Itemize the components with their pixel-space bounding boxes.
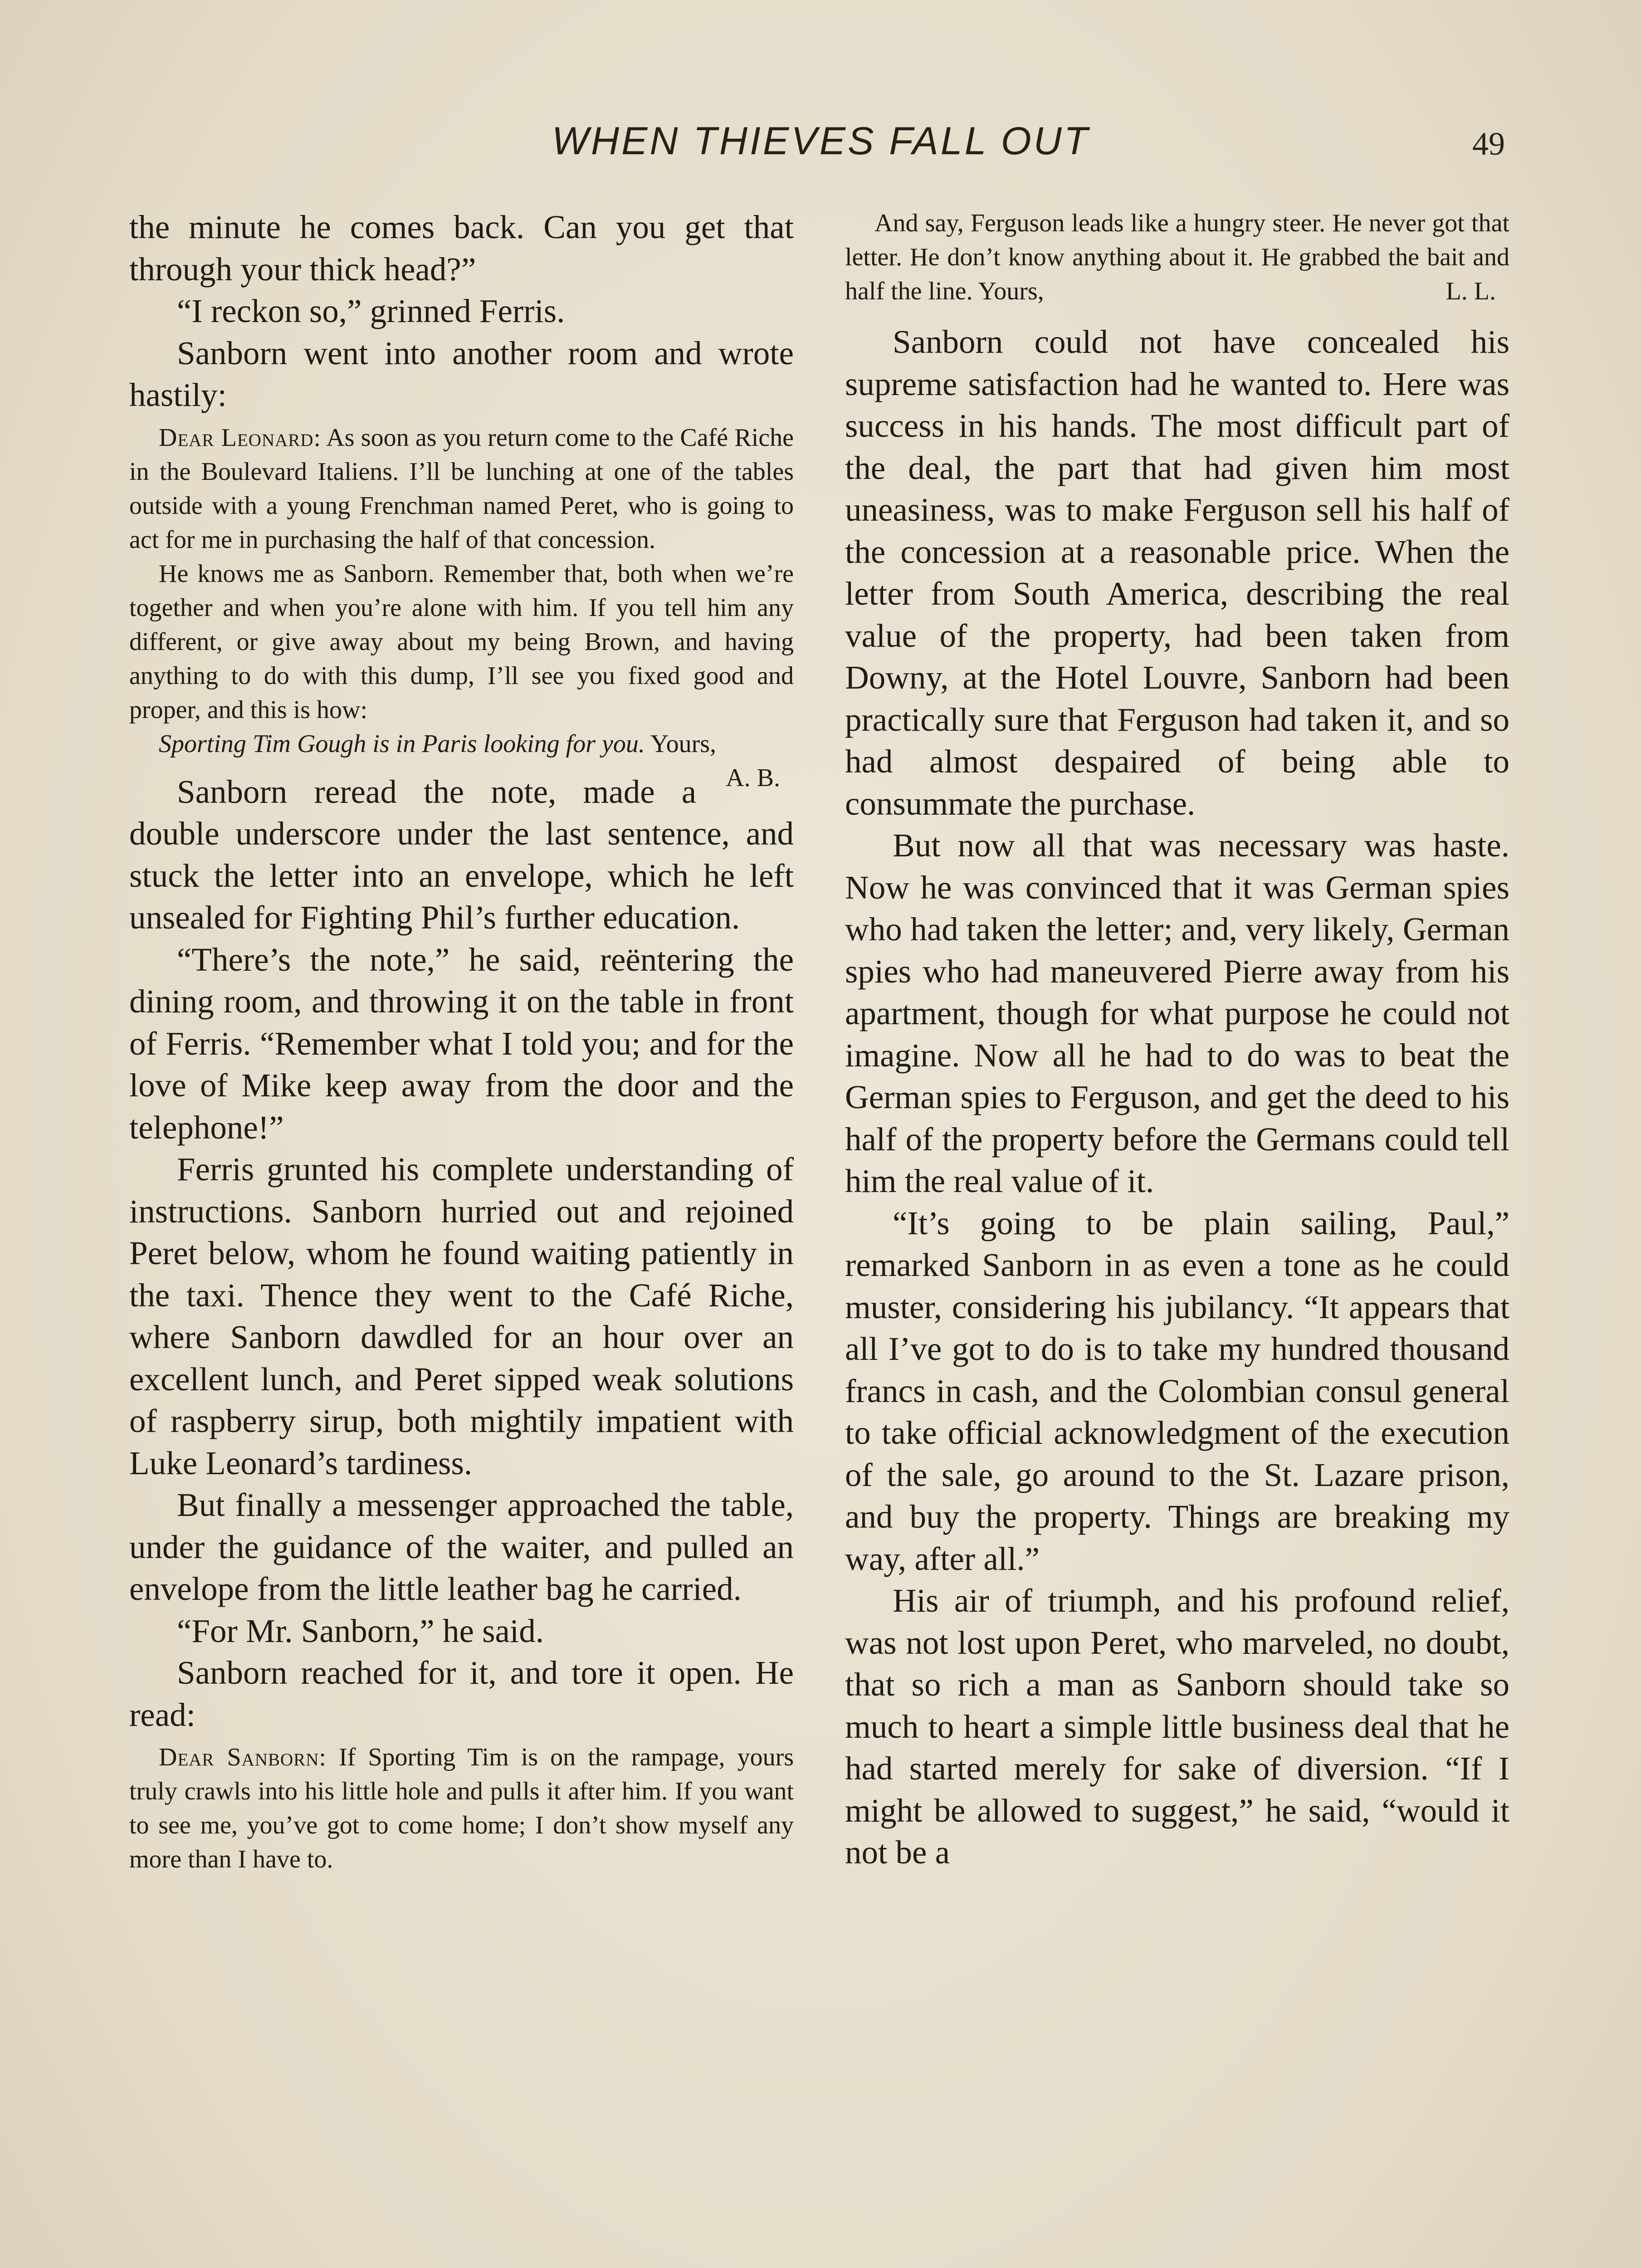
letter-signature: L. L. [1446,277,1496,305]
page-number: 49 [1472,126,1505,162]
letter-to-leonard [129,421,794,792]
letter-closing: Yours, [650,729,717,758]
letter-paragraph: He knows me as Sanborn. Remember that, both when we’re together and when you’re alone with him. If you tell him any different, or give away about my being Brown, and having anything to do with this dump, I’ll see you fixed good and proper, and this is how: [129,559,794,724]
paragraph: But now all that was necessary was haste. Now he was convinced that it was German spies who had taken the letter; and, very likely, German spies who had maneuvered Pierre away from his apartment, though for what purpose he could not imagine. Now all he had to do was to beat the German spies to Ferguson, and get the deed to his half of the property before the Germans could tell him the real value of it. [845,827,1509,1199]
left-column [129,206,794,1877]
letter-closing: Yours, [978,277,1044,305]
letter-salutation: Dear Sanborn: [159,1743,327,1771]
letter-paragraph [845,206,1509,308]
letter-to-sanborn-continued [845,206,1509,308]
letter-paragraph [129,727,794,792]
running-head: WHEN THIEVES FALL OUT [552,119,1090,163]
right-column [845,206,1509,1874]
paragraph: Sanborn reread the note, made a double underscore under the last sentence, and stuck the letter into an envelope, which he left unsealed for Fighting Phil’s further education. [129,773,794,936]
paragraph: “For Mr. Sanborn,” he said. [177,1612,544,1649]
letter-body: If Sporting Tim is on the rampage, yours truly crawls into his little hole and pulls it after him. If you want to see me, you’ve got to come home; I don’t show myself any more than I have to. [129,1743,794,1873]
letter-signature: A. B. [726,763,780,792]
paragraph: Sanborn went into another room and wrote hastily: [129,334,794,413]
letter-body: And say, Ferguson leads like a hungry steer. He never got that letter. He don’t know anything about it. He grabbed the bait and half the line. [845,209,1509,305]
paragraph: But finally a messenger approached the table, under the guidance of the waiter, and pulled an envelope from the little leather bag he carried. [129,1486,794,1607]
paragraph: His air of triumph, and his profound relief, was not lost upon Peret, who marveled, no doubt, that so rich a man as Sanborn should take so much to heart a simple little business deal that he had started merely for sake of diversion. “If I might be allowed to suggest,” he said, “would it not be a [845,1582,1509,1871]
paragraph: “There’s the note,” he said, reëntering the dining room, and throwing it on the table in front of Ferris. “Remember what I told you; and for the love of Mike keep away from the door and the telephone!” [129,941,794,1146]
paragraph: Sanborn could not have concealed his supreme satisfaction had he wanted to. Here was success in his hands. The most difficult part of the deal, the part that had given him most uneasiness, was to make Ferguson sell his half of the concession at a reasonable price. When the letter from South America, describing the real value of the property, had been taken from Downy, at the Hotel Louvre, Sanborn had been practically sure that Ferguson had taken it, and so had almost despaired of being able to consummate the purchase. [845,323,1509,822]
letter-to-sanborn [129,1740,794,1877]
paragraph: the minute he comes back. Can you get that through your thick head?” [129,209,794,288]
paragraph: Ferris grunted his complete understanding of instructions. Sanborn hurried out and rejoined Peret below, whom he found waiting patiently in the taxi. Thence they went to the Café Riche, where Sanborn dawdled for an hour over an excellent lunch, and Peret sipped weak solutions of raspberry sirup, both mightily impatient with Luke Leonard’s tardiness. [129,1151,794,1481]
paragraph: “It’s going to be plain sailing, Paul,” remarked Sanborn in as even a tone as he could muster, considering his jubilancy. “It appears that all I’ve got to do is to take my hundred thousand francs in cash, and the Colombian consul general to take official acknowledgment of the execution of the sale, go around to the St. Lazare prison, and buy the property. Things are breaking my way, after all.” [845,1204,1509,1577]
letter-paragraph [129,421,794,557]
letter-salutation: Dear Leonard: [159,423,322,452]
letter-postscript: Sporting Tim Gough is in Paris looking for you. [159,729,645,758]
paragraph: “I reckon so,” grinned Ferris. [177,293,565,329]
letter-paragraph [129,1740,794,1877]
paragraph: Sanborn reached for it, and tore it open. He read: [129,1654,794,1733]
letter-body: As soon as you return come to the Café Riche in the Boulevard Italiens. I’ll be lunching at one of the tables outside with a young Frenchman named Peret, who is going to act for me in purchasing the half of that concession. [129,423,794,554]
